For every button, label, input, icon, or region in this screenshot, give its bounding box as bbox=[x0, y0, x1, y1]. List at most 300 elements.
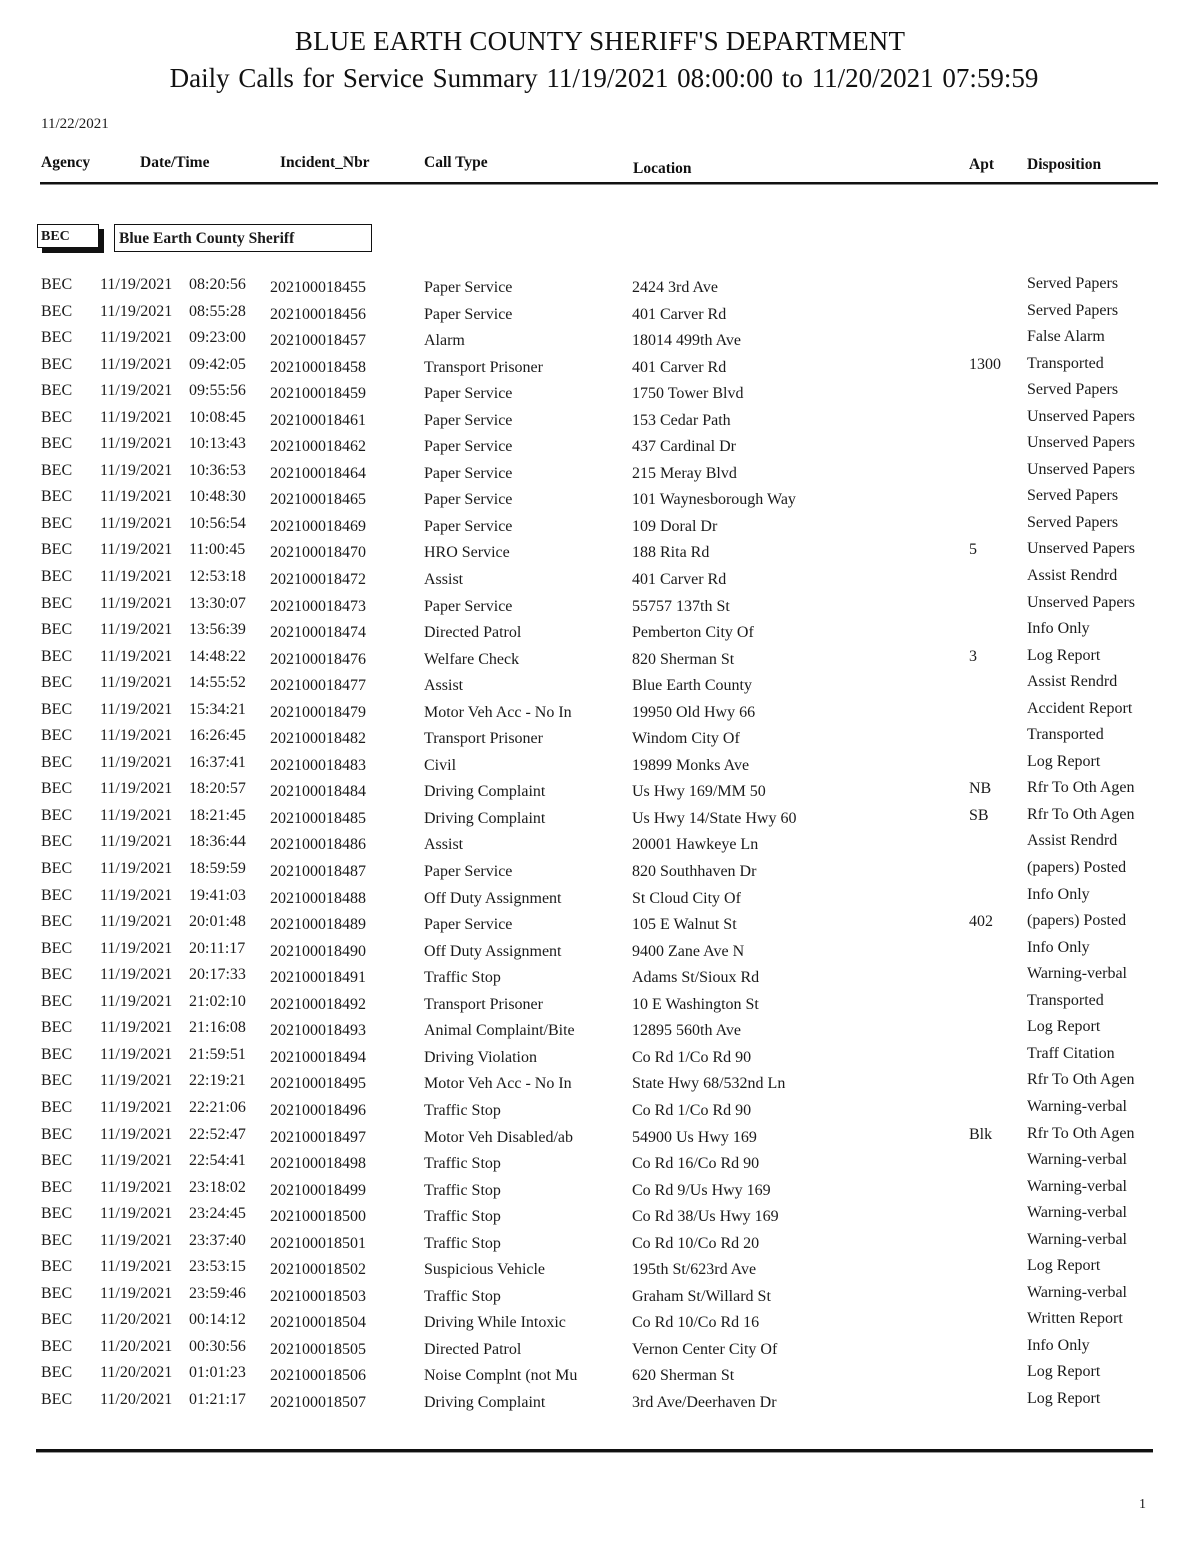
cell-agency: BEC bbox=[41, 939, 73, 957]
cell-incident: 202100018491 bbox=[270, 969, 366, 987]
cell-time: 20:01:48 bbox=[189, 913, 246, 931]
cell-incident: 202100018469 bbox=[270, 517, 366, 535]
cell-incident: 202100018455 bbox=[270, 279, 366, 296]
cell-agency: BEC bbox=[41, 568, 73, 586]
cell-call-type: Paper Service bbox=[424, 863, 513, 881]
cell-apt: 3 bbox=[969, 647, 977, 665]
cell-agency: BEC bbox=[41, 514, 73, 532]
cell-call-type: Assist bbox=[424, 836, 464, 854]
cell-agency: BEC bbox=[41, 1178, 73, 1196]
cell-date: 11/19/2021 bbox=[100, 833, 173, 851]
table-row bbox=[0, 966, 1200, 993]
cell-time: 21:02:10 bbox=[189, 992, 246, 1010]
cell-date: 11/19/2021 bbox=[100, 1125, 173, 1143]
table-row bbox=[0, 1285, 1200, 1312]
cell-date: 11/19/2021 bbox=[100, 276, 173, 293]
cell-date: 11/19/2021 bbox=[100, 461, 173, 479]
cell-incident: 202100018474 bbox=[270, 624, 366, 642]
cell-agency: BEC bbox=[41, 860, 73, 878]
cell-agency: BEC bbox=[41, 1311, 73, 1329]
cell-location: State Hwy 68/532nd Ln bbox=[632, 1075, 786, 1093]
cell-incident: 202100018489 bbox=[270, 916, 366, 934]
cell-agency: BEC bbox=[41, 1337, 73, 1355]
table-row bbox=[0, 488, 1200, 515]
cell-time: 13:30:07 bbox=[189, 594, 246, 612]
footer-rule bbox=[36, 1449, 1153, 1453]
cell-time: 09:55:56 bbox=[189, 382, 246, 400]
table-row bbox=[0, 1364, 1200, 1391]
cell-agency: BEC bbox=[41, 1364, 73, 1382]
cell-call-type: Paper Service bbox=[424, 517, 513, 535]
cell-disposition: Warning-verbal bbox=[1027, 1097, 1127, 1115]
table-row bbox=[0, 1019, 1200, 1046]
cell-call-type: Directed Patrol bbox=[424, 1340, 522, 1358]
cell-disposition: Log Report bbox=[1027, 1018, 1101, 1036]
cell-agency: BEC bbox=[41, 1098, 73, 1116]
cell-date: 11/19/2021 bbox=[100, 435, 173, 453]
cell-call-type: Traffic Stop bbox=[424, 1287, 501, 1305]
cell-date: 11/20/2021 bbox=[100, 1364, 173, 1382]
cell-agency: BEC bbox=[41, 1390, 73, 1408]
cell-call-type: Driving Complaint bbox=[424, 809, 546, 827]
cell-call-type: Civil bbox=[424, 756, 457, 774]
cell-call-type: Traffic Stop bbox=[424, 1101, 501, 1119]
cell-incident: 202100018496 bbox=[270, 1101, 366, 1119]
cell-apt: NB bbox=[969, 780, 992, 798]
cell-agency: BEC bbox=[41, 753, 73, 771]
cell-call-type: Traffic Stop bbox=[424, 1234, 501, 1252]
cell-location: 820 Sherman St bbox=[632, 650, 735, 668]
cell-date: 11/19/2021 bbox=[100, 886, 173, 904]
cell-location: Co Rd 10/Co Rd 16 bbox=[632, 1314, 760, 1332]
cell-incident: 202100018506 bbox=[270, 1367, 366, 1385]
cell-time: 00:14:12 bbox=[189, 1311, 246, 1329]
cell-date: 11/20/2021 bbox=[100, 1337, 173, 1355]
cell-incident: 202100018499 bbox=[270, 1181, 366, 1199]
cell-time: 23:18:02 bbox=[189, 1178, 246, 1196]
cell-disposition: Unserved Papers bbox=[1027, 407, 1135, 425]
cell-incident: 202100018461 bbox=[270, 411, 366, 429]
cell-call-type: Driving Complaint bbox=[424, 783, 546, 801]
cell-location: Adams St/Sioux Rd bbox=[632, 969, 760, 987]
cell-location: Us Hwy 14/State Hwy 60 bbox=[632, 809, 797, 827]
cell-time: 18:36:44 bbox=[189, 833, 246, 851]
table-row bbox=[0, 356, 1200, 383]
cell-incident: 202100018498 bbox=[270, 1155, 366, 1173]
cell-location: Pemberton City Of bbox=[632, 624, 754, 642]
cell-date: 11/19/2021 bbox=[100, 1019, 173, 1037]
cell-date: 11/19/2021 bbox=[100, 727, 173, 745]
cell-time: 15:34:21 bbox=[189, 700, 246, 718]
cell-agency: BEC bbox=[41, 1258, 73, 1276]
cell-date: 11/19/2021 bbox=[100, 1258, 173, 1276]
col-header-apt: Apt bbox=[969, 156, 994, 173]
cell-location: 19950 Old Hwy 66 bbox=[632, 703, 756, 721]
cell-incident: 202100018470 bbox=[270, 544, 366, 562]
cell-date: 11/20/2021 bbox=[100, 1311, 173, 1329]
cell-location: 20001 Hawkeye Ln bbox=[632, 836, 759, 854]
cell-time: 16:26:45 bbox=[189, 727, 246, 745]
table-row bbox=[0, 462, 1200, 489]
cell-date: 11/19/2021 bbox=[100, 1178, 173, 1196]
cell-location: 437 Cardinal Dr bbox=[632, 438, 736, 456]
cell-disposition: Unserved Papers bbox=[1027, 593, 1135, 611]
table-row bbox=[0, 621, 1200, 648]
table-row bbox=[0, 1152, 1200, 1179]
cell-agency: BEC bbox=[41, 541, 73, 559]
cell-location: 2424 3rd Ave bbox=[632, 279, 718, 296]
cell-date: 11/19/2021 bbox=[100, 1152, 173, 1170]
table-row bbox=[0, 993, 1200, 1020]
cell-time: 18:21:45 bbox=[189, 806, 246, 824]
cell-incident: 202100018495 bbox=[270, 1075, 366, 1093]
cell-agency: BEC bbox=[41, 302, 73, 320]
cell-date: 11/20/2021 bbox=[100, 1390, 173, 1408]
cell-incident: 202100018503 bbox=[270, 1287, 366, 1305]
cell-time: 21:16:08 bbox=[189, 1019, 246, 1037]
cell-incident: 202100018456 bbox=[270, 305, 366, 323]
cell-date: 11/19/2021 bbox=[100, 302, 173, 320]
cell-agency: BEC bbox=[41, 966, 73, 984]
cell-time: 01:21:17 bbox=[189, 1390, 246, 1408]
cell-agency: BEC bbox=[41, 1152, 73, 1170]
cell-incident: 202100018473 bbox=[270, 597, 366, 615]
cell-location: 19899 Monks Ave bbox=[632, 756, 750, 774]
cell-apt: 5 bbox=[969, 541, 977, 559]
cell-call-type: Traffic Stop bbox=[424, 969, 501, 987]
cell-time: 10:56:54 bbox=[189, 514, 246, 532]
cell-agency: BEC bbox=[41, 1125, 73, 1143]
cell-incident: 202100018507 bbox=[270, 1393, 366, 1411]
cell-call-type: Alarm bbox=[424, 332, 465, 350]
cell-time: 22:19:21 bbox=[189, 1072, 246, 1090]
cell-call-type: Noise Complnt (not Mu bbox=[424, 1367, 578, 1385]
cell-time: 10:48:30 bbox=[189, 488, 246, 506]
cell-time: 20:17:33 bbox=[189, 966, 246, 984]
table-row bbox=[0, 409, 1200, 436]
cell-date: 11/19/2021 bbox=[100, 594, 173, 612]
cell-location: 9400 Zane Ave N bbox=[632, 942, 745, 960]
cell-call-type: Off Duty Assignment bbox=[424, 942, 562, 960]
header-rule bbox=[40, 182, 1158, 185]
cell-call-type: Paper Service bbox=[424, 597, 513, 615]
cell-disposition: Warning-verbal bbox=[1027, 965, 1127, 983]
cell-disposition: Served Papers bbox=[1027, 513, 1119, 531]
cell-call-type: Paper Service bbox=[424, 438, 513, 456]
cell-location: Co Rd 38/Us Hwy 169 bbox=[632, 1208, 779, 1226]
cell-agency: BEC bbox=[41, 329, 73, 347]
cell-disposition: Unserved Papers bbox=[1027, 460, 1135, 478]
cell-incident: 202100018501 bbox=[270, 1234, 366, 1252]
cell-agency: BEC bbox=[41, 647, 73, 665]
cell-time: 09:42:05 bbox=[189, 355, 246, 373]
cell-time: 19:41:03 bbox=[189, 886, 246, 904]
cell-disposition: Assist Rendrd bbox=[1027, 567, 1118, 585]
cell-disposition: Warning-verbal bbox=[1027, 1230, 1127, 1248]
table-row bbox=[0, 1126, 1200, 1153]
table-row bbox=[0, 303, 1200, 330]
cell-call-type: Paper Service bbox=[424, 464, 513, 482]
page-number: 1 bbox=[1139, 1497, 1146, 1512]
cell-date: 11/19/2021 bbox=[100, 408, 173, 426]
cell-call-type: Traffic Stop bbox=[424, 1155, 501, 1173]
cell-disposition: Warning-verbal bbox=[1027, 1177, 1127, 1195]
table-row bbox=[0, 1258, 1200, 1285]
col-header-agency: Agency bbox=[41, 154, 91, 171]
cell-time: 16:37:41 bbox=[189, 753, 246, 771]
cell-disposition: Warning-verbal bbox=[1027, 1151, 1127, 1169]
cell-date: 11/19/2021 bbox=[100, 939, 173, 957]
cell-date: 11/19/2021 bbox=[100, 1284, 173, 1302]
cell-apt: SB bbox=[969, 806, 989, 824]
cell-disposition: Info Only bbox=[1027, 938, 1090, 956]
table-row bbox=[0, 515, 1200, 542]
table-row bbox=[0, 754, 1200, 781]
cell-agency: BEC bbox=[41, 594, 73, 612]
cell-agency: BEC bbox=[41, 886, 73, 904]
cell-disposition: Unserved Papers bbox=[1027, 434, 1135, 452]
cell-call-type: HRO Service bbox=[424, 544, 510, 562]
table-row bbox=[0, 780, 1200, 807]
cell-incident: 202100018465 bbox=[270, 491, 366, 509]
cell-agency: BEC bbox=[41, 674, 73, 692]
cell-call-type: Welfare Check bbox=[424, 650, 520, 668]
cell-disposition: Log Report bbox=[1027, 1257, 1101, 1275]
cell-time: 11:00:45 bbox=[189, 541, 246, 559]
cell-call-type: Directed Patrol bbox=[424, 624, 522, 642]
table-row bbox=[0, 727, 1200, 754]
cell-location: Vernon Center City Of bbox=[632, 1340, 778, 1358]
cell-date: 11/19/2021 bbox=[100, 860, 173, 878]
cell-incident: 202100018488 bbox=[270, 889, 366, 907]
cell-incident: 202100018505 bbox=[270, 1340, 366, 1358]
cell-location: Co Rd 1/Co Rd 90 bbox=[632, 1101, 752, 1119]
cell-agency: BEC bbox=[41, 276, 73, 293]
cell-location: Graham St/Willard St bbox=[632, 1287, 771, 1305]
cell-disposition: Accident Report bbox=[1027, 699, 1133, 717]
cell-call-type: Transport Prisoner bbox=[424, 358, 543, 376]
table-row bbox=[0, 674, 1200, 701]
cell-incident: 202100018458 bbox=[270, 358, 366, 376]
cell-time: 22:54:41 bbox=[189, 1152, 246, 1170]
cell-incident: 202100018490 bbox=[270, 942, 366, 960]
cell-location: 820 Southhaven Dr bbox=[632, 863, 757, 881]
cell-agency: BEC bbox=[41, 435, 73, 453]
cell-call-type: Paper Service bbox=[424, 411, 513, 429]
cell-date: 11/19/2021 bbox=[100, 647, 173, 665]
cell-disposition: Traff Citation bbox=[1027, 1044, 1115, 1062]
table-row bbox=[0, 382, 1200, 409]
table-row bbox=[0, 1311, 1200, 1338]
col-header-datetime: Date/Time bbox=[140, 154, 210, 171]
cell-time: 13:56:39 bbox=[189, 621, 246, 639]
cell-incident: 202100018462 bbox=[270, 438, 366, 456]
cell-disposition: Rfr To Oth Agen bbox=[1027, 1124, 1135, 1142]
cell-incident: 202100018487 bbox=[270, 863, 366, 881]
cell-disposition: Unserved Papers bbox=[1027, 540, 1135, 558]
cell-disposition: Rfr To Oth Agen bbox=[1027, 1071, 1135, 1089]
cell-disposition: Served Papers bbox=[1027, 301, 1119, 319]
cell-location: 401 Carver Rd bbox=[632, 571, 727, 589]
cell-call-type: Off Duty Assignment bbox=[424, 889, 562, 907]
cell-call-type: Paper Service bbox=[424, 916, 513, 934]
cell-incident: 202100018497 bbox=[270, 1128, 366, 1146]
cell-location: Windom City Of bbox=[632, 730, 740, 748]
cell-date: 11/19/2021 bbox=[100, 780, 173, 798]
cell-agency: BEC bbox=[41, 780, 73, 798]
cell-location: 3rd Ave/Deerhaven Dr bbox=[632, 1393, 777, 1411]
cell-location: St Cloud City Of bbox=[632, 889, 741, 907]
cell-incident: 202100018485 bbox=[270, 809, 366, 827]
table-row bbox=[0, 276, 1200, 303]
cell-date: 11/19/2021 bbox=[100, 1072, 173, 1090]
cell-disposition: Info Only bbox=[1027, 620, 1090, 638]
cell-disposition: Warning-verbal bbox=[1027, 1283, 1127, 1301]
col-header-location: Location bbox=[633, 160, 692, 177]
cell-agency: BEC bbox=[41, 1284, 73, 1302]
cell-time: 20:11:17 bbox=[189, 939, 246, 957]
cell-agency: BEC bbox=[41, 355, 73, 373]
cell-incident: 202100018476 bbox=[270, 650, 366, 668]
cell-date: 11/19/2021 bbox=[100, 700, 173, 718]
cell-apt: Blk bbox=[969, 1125, 993, 1143]
cell-location: 109 Doral Dr bbox=[632, 517, 718, 535]
cell-time: 22:52:47 bbox=[189, 1125, 246, 1143]
cell-location: 153 Cedar Path bbox=[632, 411, 731, 429]
cell-call-type: Driving Complaint bbox=[424, 1393, 546, 1411]
cell-agency: BEC bbox=[41, 408, 73, 426]
cell-date: 11/19/2021 bbox=[100, 674, 173, 692]
cell-location: 18014 499th Ave bbox=[632, 332, 742, 350]
cell-disposition: Log Report bbox=[1027, 1389, 1101, 1407]
table-row bbox=[0, 860, 1200, 887]
cell-agency: BEC bbox=[41, 1205, 73, 1223]
cell-date: 11/19/2021 bbox=[100, 568, 173, 586]
cell-location: Co Rd 16/Co Rd 90 bbox=[632, 1155, 760, 1173]
cell-call-type: Motor Veh Acc - No In bbox=[424, 703, 572, 721]
cell-incident: 202100018504 bbox=[270, 1314, 366, 1332]
cell-location: Co Rd 1/Co Rd 90 bbox=[632, 1048, 752, 1066]
cell-location: 101 Waynesborough Way bbox=[632, 491, 796, 509]
cell-incident: 202100018477 bbox=[270, 677, 366, 695]
cell-time: 22:21:06 bbox=[189, 1098, 246, 1116]
cell-location: 54900 Us Hwy 169 bbox=[632, 1128, 757, 1146]
cell-time: 08:55:28 bbox=[189, 302, 246, 320]
cell-time: 00:30:56 bbox=[189, 1337, 246, 1355]
table-row bbox=[0, 595, 1200, 622]
cell-disposition: Written Report bbox=[1027, 1310, 1123, 1328]
cell-disposition: Log Report bbox=[1027, 646, 1101, 664]
table-row bbox=[0, 329, 1200, 356]
cell-call-type: Transport Prisoner bbox=[424, 995, 543, 1013]
cell-agency: BEC bbox=[41, 806, 73, 824]
cell-date: 11/19/2021 bbox=[100, 329, 173, 347]
cell-disposition: Transported bbox=[1027, 726, 1104, 744]
cell-incident: 202100018483 bbox=[270, 756, 366, 774]
cell-location: Co Rd 9/Us Hwy 169 bbox=[632, 1181, 771, 1199]
cell-agency: BEC bbox=[41, 913, 73, 931]
cell-call-type: Motor Veh Acc - No In bbox=[424, 1075, 572, 1093]
cell-location: 188 Rita Rd bbox=[632, 544, 710, 562]
cell-agency: BEC bbox=[41, 727, 73, 745]
cell-disposition: Warning-verbal bbox=[1027, 1204, 1127, 1222]
cell-disposition: Info Only bbox=[1027, 1336, 1090, 1354]
cell-call-type: Assist bbox=[424, 571, 464, 589]
cell-agency: BEC bbox=[41, 1231, 73, 1249]
cell-call-type: Transport Prisoner bbox=[424, 730, 543, 748]
cell-incident: 202100018502 bbox=[270, 1261, 366, 1279]
cell-time: 18:20:57 bbox=[189, 780, 246, 798]
cell-call-type: Paper Service bbox=[424, 305, 513, 323]
cell-disposition: (papers) Posted bbox=[1027, 912, 1127, 930]
cell-incident: 202100018482 bbox=[270, 730, 366, 748]
cell-call-type: Motor Veh Disabled/ab bbox=[424, 1128, 574, 1146]
cell-date: 11/19/2021 bbox=[100, 966, 173, 984]
cell-time: 01:01:23 bbox=[189, 1364, 246, 1382]
cell-incident: 202100018494 bbox=[270, 1048, 366, 1066]
cell-apt: 402 bbox=[969, 913, 993, 931]
cell-time: 14:55:52 bbox=[189, 674, 246, 692]
cell-disposition: Served Papers bbox=[1027, 275, 1119, 292]
cell-agency: BEC bbox=[41, 1072, 73, 1090]
table-row bbox=[0, 913, 1200, 940]
cell-date: 11/19/2021 bbox=[100, 806, 173, 824]
cell-date: 11/19/2021 bbox=[100, 355, 173, 373]
table-row bbox=[0, 541, 1200, 568]
cell-incident: 202100018484 bbox=[270, 783, 366, 801]
table-row bbox=[0, 701, 1200, 728]
cell-call-type: Driving Violation bbox=[424, 1048, 537, 1066]
col-header-incident: Incident_Nbr bbox=[280, 154, 370, 171]
table-row bbox=[0, 1338, 1200, 1365]
col-header-disposition: Disposition bbox=[1027, 156, 1102, 173]
cell-date: 11/19/2021 bbox=[100, 913, 173, 931]
cell-call-type: Animal Complaint/Bite bbox=[424, 1022, 575, 1040]
cell-location: 195th St/623rd Ave bbox=[632, 1261, 757, 1279]
cell-call-type: Traffic Stop bbox=[424, 1208, 501, 1226]
cell-disposition: False Alarm bbox=[1027, 328, 1105, 346]
agency-name-box: Blue Earth County Sheriff bbox=[114, 224, 372, 252]
cell-location: 401 Carver Rd bbox=[632, 358, 727, 376]
cell-incident: 202100018459 bbox=[270, 385, 366, 403]
cell-agency: BEC bbox=[41, 461, 73, 479]
cell-agency: BEC bbox=[41, 700, 73, 718]
cell-date: 11/19/2021 bbox=[100, 514, 173, 532]
cell-disposition: Rfr To Oth Agen bbox=[1027, 779, 1135, 797]
cell-disposition: Served Papers bbox=[1027, 381, 1119, 399]
cell-disposition: Log Report bbox=[1027, 752, 1101, 770]
table-row bbox=[0, 648, 1200, 675]
table-row bbox=[0, 435, 1200, 462]
cell-date: 11/19/2021 bbox=[100, 1205, 173, 1223]
cell-time: 08:20:56 bbox=[189, 276, 246, 293]
table-row bbox=[0, 568, 1200, 595]
cell-date: 11/19/2021 bbox=[100, 1231, 173, 1249]
cell-time: 10:13:43 bbox=[189, 435, 246, 453]
cell-location: Co Rd 10/Co Rd 20 bbox=[632, 1234, 760, 1252]
agency-code-box: BEC bbox=[37, 224, 99, 248]
cell-disposition: Info Only bbox=[1027, 885, 1090, 903]
table-row bbox=[0, 1391, 1200, 1418]
cell-incident: 202100018479 bbox=[270, 703, 366, 721]
cell-apt: 1300 bbox=[969, 355, 1001, 373]
cell-location: 401 Carver Rd bbox=[632, 305, 727, 323]
cell-location: Blue Earth County bbox=[632, 677, 752, 695]
cell-date: 11/19/2021 bbox=[100, 621, 173, 639]
cell-call-type: Driving While Intoxic bbox=[424, 1314, 566, 1332]
cell-incident: 202100018457 bbox=[270, 332, 366, 350]
cell-incident: 202100018472 bbox=[270, 571, 366, 589]
